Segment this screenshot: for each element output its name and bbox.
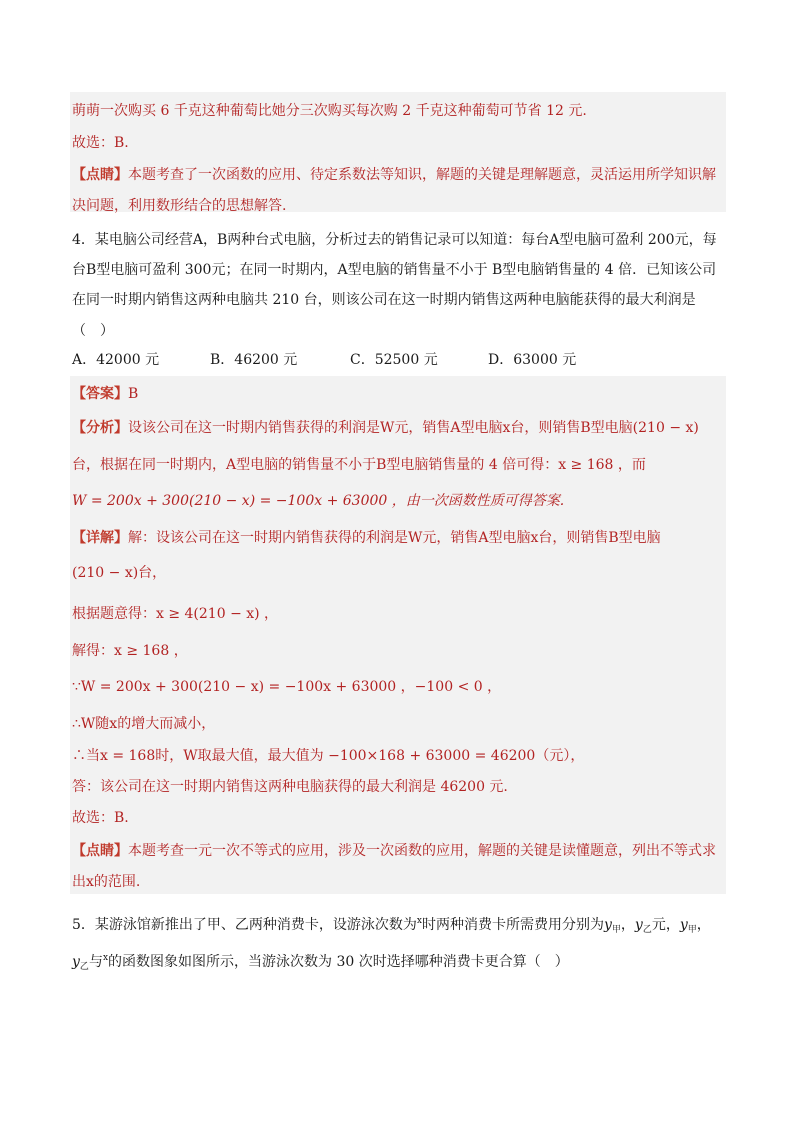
detail-line-2: (210 − x)台， (72, 565, 167, 581)
q5-comma-2: ， (696, 917, 711, 933)
answer-line (72, 384, 724, 404)
detail-line-8: 答：该公司在这一时期内销售这两种电脑获得的最大利润是 46200 元. (72, 779, 508, 795)
comment2-line-2: 出x的范围. (72, 874, 141, 890)
q5-symbol-y-jia-2: y (679, 917, 688, 933)
question-5-line-2 (72, 948, 724, 977)
detail-line-9: 故选：B. (72, 810, 129, 826)
question-4-line-4: （ ） (72, 323, 114, 339)
comment2-tag: 【点睛】 (72, 843, 128, 859)
analysis-tag: 【分析】 (72, 420, 128, 436)
q5-symbol-x-2: x (102, 953, 109, 963)
option-a: A．42000 元 (72, 352, 160, 368)
analysis-text-1: 设该公司在这一时期内销售获得的利润是W元，销售A型电脑x台，则销售B型电脑(210 − x) (128, 420, 699, 436)
detail-text-1: 解：设该公司在这一时期内销售获得的利润是W元，销售A型电脑x台，则销售B型电脑 (128, 530, 661, 546)
question-4-line-2: 台B型电脑可盈利 300元；在同一时期内，A型电脑的销售量不小于 B型电脑销售量的 4 倍．已知该公司 (72, 262, 717, 278)
option-d: D．63000 元 (488, 352, 577, 368)
detail-line-6: ∴W随x的增大而减小， (72, 716, 216, 732)
question-4-line-1: 4．某电脑公司经营A，B两种台式电脑，分析过去的销售记录可以知道：每台A型电脑可盈利 200元，每 (72, 232, 717, 248)
q5-text-c: 元， (651, 917, 680, 933)
option-c: C．52500 元 (350, 352, 438, 368)
q5-sub-jia: 甲 (611, 925, 621, 935)
detail-line-5: ∵W = 200x + 300(210 − x) = −100x + 63000 ，−100 < 0 ， (72, 679, 502, 695)
answer-tag: 【答案】 (72, 386, 128, 402)
q5-text-d: 与 (88, 954, 103, 970)
comment-tag: 【点睛】 (72, 167, 128, 183)
detail-line-1 (72, 528, 724, 548)
q5-text-a: 5．某游泳馆新推出了甲、乙两种消费卡，设游泳次数为 (72, 917, 417, 933)
q5-text-e: 的函数图象如图所示，当游泳次数为 30 次时选择哪种消费卡更合算（ ） (108, 954, 569, 970)
q5-symbol-y-jia: y (603, 917, 612, 933)
q5-symbol-y-yi: y (634, 917, 643, 933)
q5-sub-yi-2: 乙 (79, 962, 89, 972)
q5-text-b: 时两种消费卡所需费用分别为 (421, 917, 604, 933)
question-4-line-3: 在同一时期内销售这两种电脑共 210 台，则该公司在这一时期内销售这两种电脑能获得的最大利润是 (72, 292, 696, 308)
analysis-line-2: 台，根据在同一时期内，A型电脑的销售量不小于B型电脑销售量的 4 倍可得：x ≥ 168 ，而 (72, 457, 646, 473)
analysis-line-1 (72, 418, 724, 438)
comment-line-2: 决问题，利用数形结合的思想解答. (72, 198, 287, 214)
detail-tag: 【详解】 (72, 530, 128, 546)
comment2-line-1 (72, 841, 724, 861)
q5-comma-1: ， (620, 917, 635, 933)
comment2-text-1: 本题考查一元一次不等式的应用，涉及一次函数的应用，解题的关键是读懂题意，列出不等式求 (128, 843, 716, 859)
comment-text: 本题考查了一次函数的应用、待定系数法等知识，解题的关键是理解题意，灵活运用所学知识解 (128, 167, 716, 183)
question-5-line-1 (72, 911, 724, 940)
q5-sub-jia-2: 甲 (687, 925, 697, 935)
q5-symbol-y-yi-2: y (72, 954, 80, 970)
analysis-line-3: W = 200x + 300(210 − x) = −100x + 63000 ，由一次函数性质可得答案. (72, 493, 565, 509)
q5-symbol-x: x (416, 916, 422, 926)
comment-line-1 (72, 165, 724, 185)
q5-sub-yi: 乙 (642, 925, 652, 935)
answer-value: B (128, 386, 139, 402)
solution-line-1: 萌萌一次购买 6 千克这种葡萄比她分三次购买每次购 2 千克这种葡萄可节省 12 元. (72, 103, 587, 119)
detail-line-7: ∴当x = 168时，W取最大值，最大值为 −100×168 + 63000 = 46200（元）， (72, 748, 585, 764)
solution-line-2: 故选：B. (72, 135, 129, 151)
detail-line-3: 根据题意得：x ≥ 4(210 − x) ， (72, 606, 279, 622)
detail-line-4: 解得：x ≥ 168 ， (72, 643, 188, 659)
option-b: B．46200 元 (210, 352, 298, 368)
